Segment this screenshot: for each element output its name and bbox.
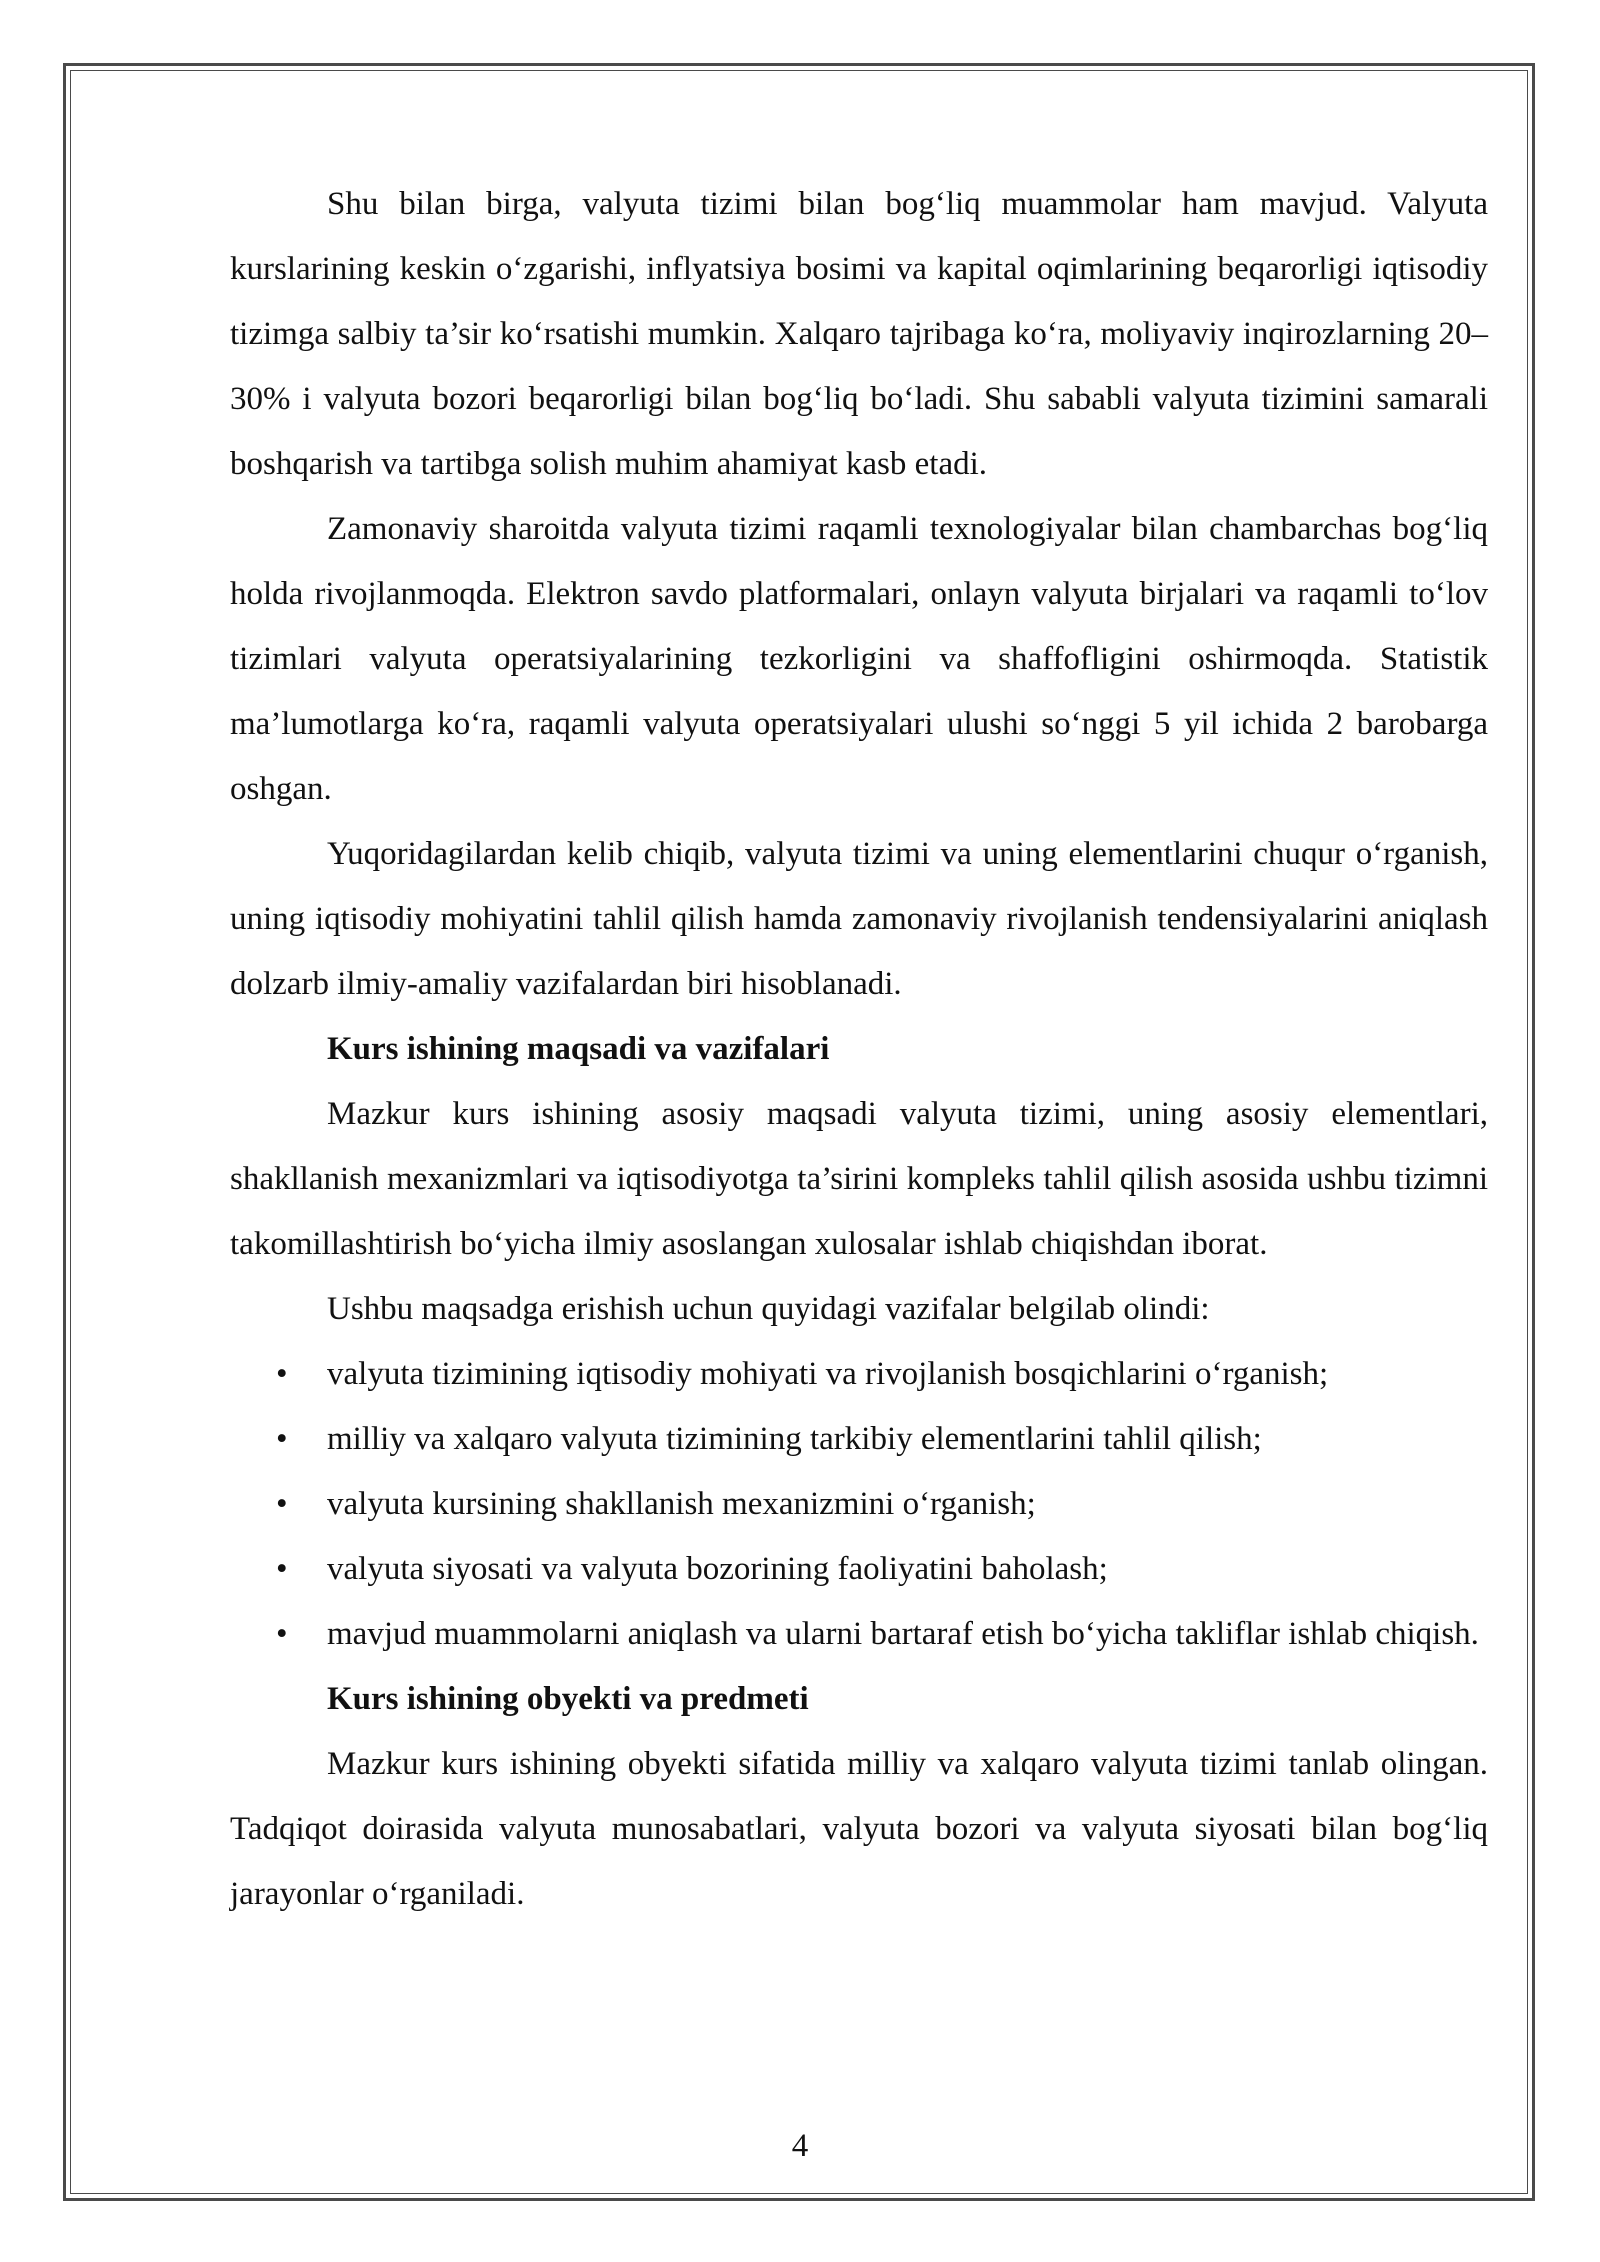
list-item xyxy=(230,1537,1488,1602)
list-item-text: valyuta tizimining iqtisodiy mohiyati va rivojlanish bosqichlarini o‘rganish; xyxy=(327,1356,1329,1392)
list-item-text: mavjud muammolarni aniqlash va ularni bartaraf etish bo‘yicha takliflar ishlab chiqish. xyxy=(327,1616,1479,1652)
paragraph: Shu bilan birga, valyuta tizimi bilan bog‘liq muammolar ham mavjud. Valyuta kurslarining keskin o‘zgarishi, inflyatsiya bosimi va kapital oqimlarining beqarorligi iqtisodiy tizimga salbiy ta’sir ko‘rsatishi mumkin. Xalqaro tajribaga ko‘ra, moliyaviy inqirozlarning 20–30% i valyuta bozori beqarorligi bilan bog‘liq bo‘ladi. Shu sababli valyuta tizimini samarali boshqarish va tartibga solish muhim ahamiyat kasb etadi. xyxy=(230,186,1488,482)
paragraph: Mazkur kurs ishining obyekti sifatida milliy va xalqaro valyuta tizimi tanlab olingan. Tadqiqot doirasida valyuta munosabatlari, valyuta bozori va valyuta siyosati bilan bog‘liq jarayonlar o‘rganiladi. xyxy=(230,1746,1488,1912)
bullet-icon: • xyxy=(276,1486,288,1522)
page-number: 4 xyxy=(791,2128,809,2164)
paragraph: Zamonaviy sharoitda valyuta tizimi raqamli texnologiyalar bilan chambarchas bog‘liq holda rivojlanmoqda. Elektron savdo platformalari, onlayn valyuta birjalari va raqamli to‘lov tizimlari valyuta operatsiyalarining tezkorligini va shaffofligini oshirmoqda. Statistik ma’lumotlarga ko‘ra, raqamli valyuta operatsiyalari ulushi so‘nggi 5 yil ichida 2 barobarga oshgan. xyxy=(230,511,1488,807)
paragraph: Ushbu maqsadga erishish uchun quyidagi vazifalar belgilab olindi: xyxy=(327,1291,1210,1327)
paragraph: Yuqoridagilardan kelib chiqib, valyuta tizimi va uning elementlarini chuqur o‘rganish, uning iqtisodiy mohiyatini tahlil qilish hamda zamonaviy rivojlanish tendensiyalarini aniqlash dolzarb ilmiy-amaliy vazifalardan biri hisoblanadi. xyxy=(230,836,1488,1002)
section-heading-goals: Kurs ishining maqsadi va vazifalari xyxy=(327,1031,830,1067)
list-item xyxy=(230,1602,1488,1667)
paragraph: Mazkur kurs ishining asosiy maqsadi valyuta tizimi, uning asosiy elementlari, shakllanish mexanizmlari va iqtisodiyotga ta’sirini kompleks tahlil qilish asosida ushbu tizimni takomillashtirish bo‘yicha ilmiy asoslangan xulosalar ishlab chiqishdan iborat. xyxy=(230,1096,1488,1262)
bullet-icon: • xyxy=(276,1356,288,1392)
bullet-icon: • xyxy=(276,1616,288,1652)
list-item xyxy=(230,1407,1488,1472)
section-heading-object: Kurs ishining obyekti va predmeti xyxy=(327,1681,809,1717)
list-item-text: milliy va xalqaro valyuta tizimining tarkibiy elementlarini tahlil qilish; xyxy=(327,1421,1262,1457)
bullet-icon: • xyxy=(276,1551,288,1587)
list-item xyxy=(230,1472,1488,1537)
list-item xyxy=(230,1342,1488,1407)
bullet-icon: • xyxy=(276,1421,288,1457)
list-item-text: valyuta siyosati va valyuta bozorining faoliyatini baholash; xyxy=(327,1551,1108,1587)
list-item-text: valyuta kursining shakllanish mexanizmini o‘rganish; xyxy=(327,1486,1036,1522)
document-body xyxy=(230,172,1488,1927)
task-list xyxy=(230,1342,1488,1667)
